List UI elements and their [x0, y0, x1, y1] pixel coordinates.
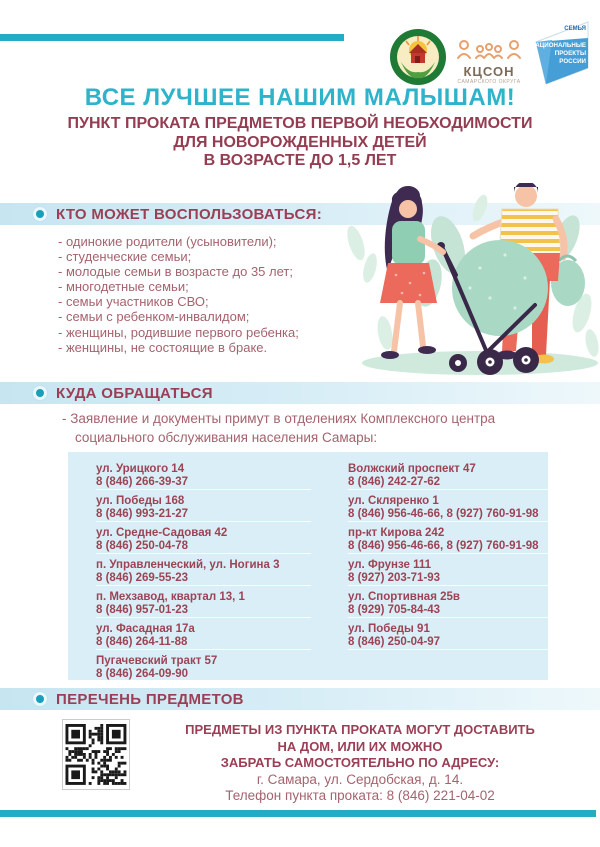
qr-code [62, 719, 130, 790]
location-address: ул. Победы 91 [348, 623, 430, 635]
location-phone: 8 (846) 956-46-66, 8 (927) 760-91-98 [348, 508, 539, 520]
who-list-item: - студенческие семьи; [58, 249, 192, 265]
location-address: Пугачевский тракт 57 [96, 655, 218, 667]
location-address: ул. Скляренко 1 [348, 495, 439, 507]
who-list-item: - одинокие родители (усыновители); [58, 234, 277, 249]
locations-table [68, 452, 548, 680]
section-items-header [0, 688, 600, 710]
section-bullet-icon [33, 207, 47, 221]
pickup-note-line-2: НА ДОМ, ИЛИ ИХ МОЖНО [277, 738, 443, 754]
subtitle-line-2: ДЛЯ НОВОРОЖДЕННЫХ ДЕТЕЙ [173, 133, 427, 151]
kcson-family-icon [452, 38, 526, 64]
section-bullet-icon [33, 386, 47, 400]
location-row [348, 553, 563, 585]
who-list-item: - женщины, родившие первого ребенка; [58, 324, 299, 340]
locations-column-right [348, 458, 563, 681]
location-row [96, 458, 311, 489]
locations-column-left [96, 458, 311, 681]
kcson-logo-title: КЦСОН [463, 64, 515, 79]
where-intro-line-1: - Заявление и документы примут в отделениях Комплексного центра [62, 411, 496, 426]
who-list-item: - семьи участников СВО; [58, 294, 209, 310]
social-center-logo-icon [389, 28, 447, 86]
pickup-note [150, 722, 570, 805]
where-intro-line-2: социального обслуживания населения Самары: [75, 429, 378, 445]
poster-subtitle [0, 115, 600, 171]
location-address: п. Управленческий, ул. Ногина 3 [96, 559, 280, 571]
social-center-logo [389, 28, 447, 86]
location-row [348, 458, 563, 489]
subtitle-line-3: В ВОЗРАСТЕ ДО 1,5 ЛЕТ [203, 152, 397, 169]
location-phone: 8 (846) 264-11-88 [96, 636, 188, 648]
who-list-item: - женщины, не состоящие в браке. [58, 339, 268, 355]
location-phone: 8 (846) 957-01-23 [96, 604, 189, 616]
location-row [96, 617, 311, 649]
section-bullet-icon [33, 692, 47, 706]
location-phone: 8 (846) 250-04-97 [348, 636, 441, 648]
location-phone: 8 (846) 266-39-37 [96, 476, 189, 488]
pickup-phone: Телефон пункта проката: 8 (846) 221-04-02 [225, 788, 495, 803]
location-phone: 8 (846) 242-27-62 [348, 476, 441, 488]
where-intro [62, 410, 542, 447]
who-list [58, 234, 358, 355]
pickup-note-line-3: ЗАБРАТЬ САМОСТОЯТЕЛЬНО ПО АДРЕСУ: [220, 755, 500, 770]
location-phone: 8 (929) 705-84-43 [348, 604, 441, 616]
location-address: ул. Фасадная 17а [96, 623, 195, 635]
location-row [96, 553, 311, 585]
location-row [96, 649, 311, 681]
location-address: ул. Победы 168 [96, 495, 185, 507]
national-projects-flag-icon [522, 16, 596, 90]
location-phone: 8 (846) 250-04-78 [96, 540, 189, 552]
section-items-heading: ПЕРЕЧЕНЬ ПРЕДМЕТОВ [56, 690, 244, 708]
national-projects-line3: РОССИИ [559, 58, 586, 65]
location-address: п. Мехзавод, квартал 13, 1 [96, 591, 245, 603]
who-list-item: - молодые семьи в возрасте до 35 лет; [58, 264, 293, 280]
location-row-empty [348, 649, 563, 681]
location-phone: 8 (846) 993-21-27 [96, 508, 189, 520]
location-row [96, 585, 311, 617]
location-address: Волжский проспект 47 [348, 463, 476, 475]
national-projects-tag: СЕМЬЯ [564, 26, 586, 32]
location-row [96, 521, 311, 553]
section-where-heading: КУДА ОБРАЩАТЬСЯ [56, 384, 213, 402]
who-list-item: - многодетные семьи; [58, 279, 189, 295]
location-row [348, 617, 563, 649]
location-row [348, 585, 563, 617]
section-where-header [0, 382, 600, 404]
bottom-accent-bar [0, 810, 596, 817]
location-address: ул. Спортивная 25в [348, 591, 460, 603]
location-phone: 8 (846) 264-09-90 [96, 668, 189, 680]
section-who-heading: КТО МОЖЕТ ВОСПОЛЬЗОВАТЬСЯ: [56, 205, 322, 223]
poster-title: ВСЕ ЛУЧШЕЕ НАШИМ МАЛЫШАМ! [84, 84, 516, 111]
location-row [348, 489, 563, 521]
national-projects-logo [522, 16, 596, 90]
location-phone: 8 (846) 956-46-66, 8 (927) 760-91-98 [348, 540, 539, 552]
location-address: ул. Фрунзе 111 [348, 559, 432, 571]
family-illustration [330, 183, 600, 378]
location-phone: 8 (927) 203-71-93 [348, 572, 441, 584]
kcson-logo-subtitle: САМАРСКОГО ОКРУГА [457, 79, 521, 85]
national-projects-line2: ПРОЕКТЫ [554, 50, 586, 57]
location-address: пр-кт Кирова 242 [348, 527, 445, 539]
location-row [348, 521, 563, 553]
pickup-note-line-1: ПРЕДМЕТЫ ИЗ ПУНКТА ПРОКАТА МОГУТ ДОСТАВИТЬ [185, 722, 535, 737]
location-phone: 8 (846) 269-55-23 [96, 572, 189, 584]
pickup-address: г. Самара, ул. Сердобская, д. 14. [256, 771, 464, 787]
who-list-item: - семьи с ребенком-инвалидом; [58, 309, 250, 325]
kcson-logo [452, 38, 526, 85]
national-projects-line1: НАЦИОНАЛЬНЫЕ [530, 42, 586, 49]
top-accent-bar [0, 34, 344, 41]
subtitle-line-1: ПУНКТ ПРОКАТА ПРЕДМЕТОВ ПЕРВОЙ НЕОБХОДИМОСТИ [67, 115, 533, 132]
location-row [96, 489, 311, 521]
location-address: ул. Урицкого 14 [96, 463, 185, 475]
location-address: ул. Средне-Садовая 42 [96, 527, 228, 539]
